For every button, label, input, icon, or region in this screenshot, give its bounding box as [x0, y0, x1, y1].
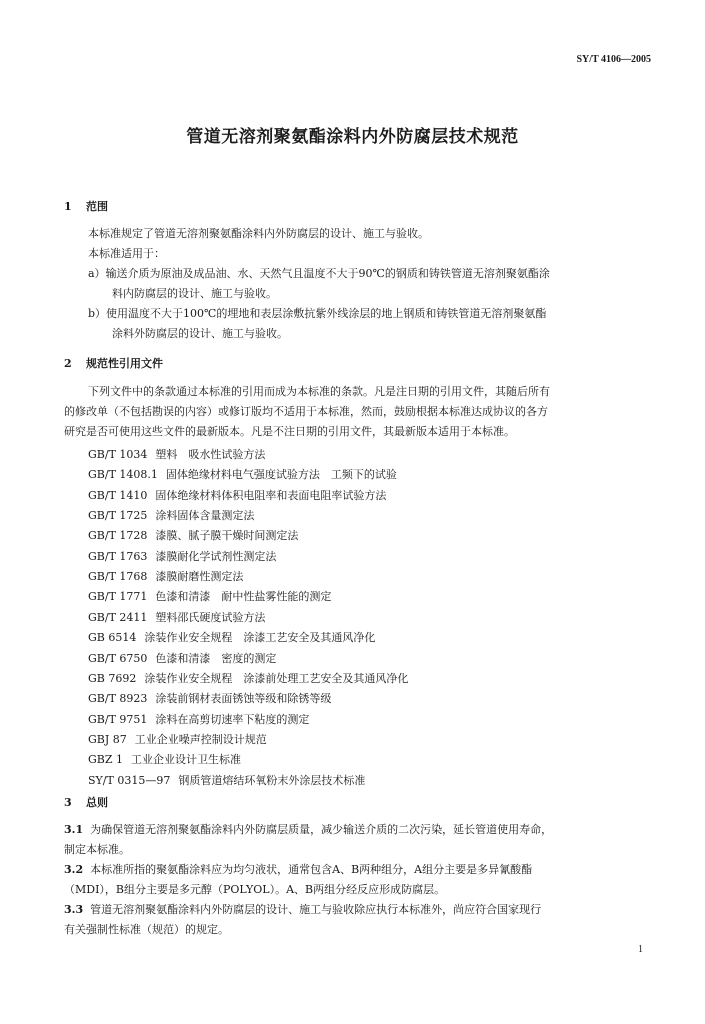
reference-item: [88, 650, 276, 666]
reference-code: GB/T 1763: [88, 549, 148, 563]
reference-item: [88, 507, 254, 523]
s1-paragraph-2: 本标准适用于：: [88, 247, 165, 260]
clause-3-2: [64, 863, 532, 877]
reference-item: [88, 711, 309, 727]
reference-title: 工业企业噪声控制设计规范: [134, 732, 267, 746]
section-1-heading: [64, 198, 108, 214]
section-title: 范围: [86, 200, 108, 213]
reference-item: [88, 690, 331, 706]
reference-item: [88, 772, 365, 788]
reference-title: 色漆和清漆 耐中性盐雾性能的测定: [155, 590, 332, 604]
s1-item-a: [88, 267, 550, 281]
s2-intro-line-1: 下列文件中的条款通过本标准的引用而成为本标准的条款。凡是注日期的引用文件，其随后所有: [88, 385, 550, 398]
s2-intro-line-3: 研究是否可使用这些文件的最新版本。凡是不注日期的引用文件，其最新版本适用于本标准。: [64, 425, 515, 438]
s1-item-b: [88, 307, 546, 321]
reference-item: [88, 670, 408, 686]
clause-number: 3.1: [64, 823, 84, 836]
reference-code: GB/T 1034: [88, 448, 148, 461]
reference-title: 工业企业设计卫生标准: [131, 753, 242, 767]
item-text: 使用温度不大于100℃的埋地和表层涂敷抗紫外线涂层的地上钢质和铸铁管道无溶剂聚氨酯: [106, 307, 547, 320]
reference-code: GB 6514: [88, 631, 137, 645]
section-2-heading: [64, 355, 163, 371]
section-3-heading: [64, 794, 108, 810]
clause-number: 3.2: [64, 863, 84, 876]
reference-item: [88, 568, 243, 584]
reference-code: GB/T 2411: [88, 610, 148, 624]
reference-code: SY/T 0315—97: [88, 773, 171, 787]
document-title: 管道无溶剂聚氨酯涂料内外防腐层技术规范: [186, 127, 519, 147]
reference-code: GB/T 1725: [88, 509, 148, 523]
section-number: 1: [64, 200, 72, 213]
clause-3-1-cont: 制定本标准。: [64, 843, 130, 856]
reference-code: GB/T 1410: [88, 488, 148, 502]
page-number: 1: [638, 944, 643, 955]
clause-3-1: [64, 823, 552, 837]
reference-title: 涂装前钢材表面锈蚀等级和除锈等级: [155, 692, 332, 706]
section-title: 规范性引用文件: [86, 357, 163, 370]
s2-intro-line-2: 的修改单（不包括勘误的内容）或修订版均不适用于本标准，然而，鼓励根据本标准达成协议的各方: [64, 405, 548, 418]
item-label: b）: [88, 307, 107, 320]
clause-text: 为确保管道无溶剂聚氨酯涂料内外防腐层质量，减少输送介质的二次污染，延长管道使用寿命，: [90, 823, 553, 836]
reference-code: GB/T 1408.1: [88, 468, 158, 482]
s1-item-b-cont: 涂料外防腐层的设计、施工与验收。: [112, 327, 288, 340]
reference-title: 塑料 吸水性试验方法: [155, 448, 266, 461]
reference-item: [88, 609, 265, 625]
reference-title: 漆膜耐化学试剂性测定法: [155, 549, 277, 563]
reference-item: [88, 466, 397, 482]
item-text: 输送介质为原油及成品油、水、天然气且温度不大于90℃的钢质和铸铁管道无溶剂聚氨酯涂: [105, 267, 550, 280]
reference-item: [88, 588, 331, 604]
reference-item: [88, 446, 265, 462]
reference-item: [88, 731, 267, 747]
reference-title: 塑料邵氏硬度试验方法: [155, 610, 266, 624]
reference-code: GB/T 1768: [88, 570, 148, 584]
reference-code: GB 7692: [88, 671, 137, 685]
reference-title: 漆膜耐磨性测定法: [155, 570, 244, 584]
reference-title: 涂料固体含量测定法: [155, 509, 255, 523]
reference-item: [88, 527, 298, 543]
s1-paragraph-1: 本标准规定了管道无溶剂聚氨酯涂料内外防腐层的设计、施工与验收。: [88, 227, 429, 240]
section-title: 总则: [86, 796, 108, 809]
reference-code: GBZ 1: [88, 753, 124, 767]
clause-3-2-cont: （MDI），B组分主要是多元醇（POLYOL）。A、B两组分经反应形成防腐层。: [64, 883, 446, 896]
item-label: a）: [88, 267, 106, 280]
reference-title: 固体绝缘材料体积电阻率和表面电阻率试验方法: [155, 488, 387, 502]
reference-title: 漆膜、腻子膜干燥时间测定法: [155, 529, 299, 543]
standard-number: SY/T 4106—2005: [576, 54, 651, 65]
reference-code: GBJ 87: [88, 732, 127, 746]
reference-code: GB/T 9751: [88, 712, 148, 726]
section-number: 2: [64, 357, 72, 370]
reference-code: GB/T 8923: [88, 692, 148, 706]
reference-title: 固体绝缘材料电气强度试验方法 工频下的试验: [165, 468, 397, 482]
reference-title: 涂料在高剪切速率下粘度的测定: [155, 712, 310, 726]
clause-3-3: [64, 903, 541, 917]
reference-code: GB/T 6750: [88, 651, 148, 665]
reference-item: [88, 548, 276, 564]
reference-title: 涂装作业安全规程 涂漆工艺安全及其通风净化: [144, 631, 376, 645]
reference-item: [88, 751, 241, 767]
clause-number: 3.3: [64, 903, 84, 916]
s1-item-a-cont: 料内防腐层的设计、施工与验收。: [112, 287, 277, 300]
section-number: 3: [64, 796, 72, 809]
reference-title: 色漆和清漆 密度的测定: [155, 651, 277, 665]
reference-item: [88, 487, 386, 503]
clause-3-3-cont: 有关强制性标准（规范）的规定。: [64, 923, 229, 936]
reference-title: 涂装作业安全规程 涂漆前处理工艺安全及其通风净化: [144, 671, 409, 685]
reference-item: [88, 629, 375, 645]
clause-text: 管道无溶剂聚氨酯涂料内外防腐层的设计、施工与验收除应执行本标准外，尚应符合国家现行: [90, 903, 542, 916]
reference-title: 钢质管道熔结环氧粉末外涂层技术标准: [178, 773, 366, 787]
reference-code: GB/T 1728: [88, 529, 148, 543]
reference-code: GB/T 1771: [88, 590, 148, 604]
clause-text: 本标准所指的聚氨酯涂料应为均匀液状，通常包含A、B两种组分，A组分主要是多异氰酸酯: [90, 863, 533, 876]
